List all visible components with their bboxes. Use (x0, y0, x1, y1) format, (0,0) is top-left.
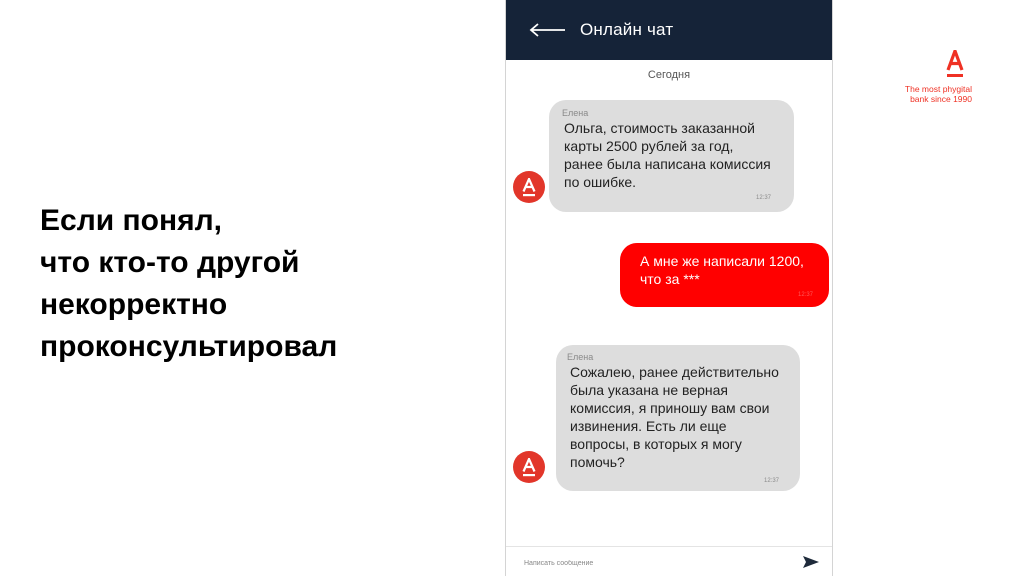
date-separator: Сегодня (647, 69, 691, 81)
message-bubble-incoming (549, 100, 794, 212)
tagline-line: The most phygital (904, 84, 972, 94)
chat-header (506, 0, 832, 60)
avatar (513, 451, 545, 483)
alfa-bank-logo-icon (946, 50, 964, 78)
message-line: А мне же написали 1200, (640, 253, 804, 269)
message-composer (506, 546, 832, 576)
heading-line: проконсультировал (40, 330, 338, 363)
alfa-bank-logo-icon (522, 178, 536, 197)
message-text (640, 252, 804, 288)
message-line: что за *** (640, 271, 700, 287)
message-text (570, 363, 779, 471)
message-text (564, 119, 771, 191)
message-line: помочь? (570, 454, 625, 470)
message-line: извинения. Есть ли еще (570, 418, 727, 434)
message-line: Ольга, стоимость заказанной (564, 120, 755, 136)
message-bubble-outgoing (620, 243, 829, 307)
heading-line: что кто-то другой (40, 246, 300, 279)
brand-block (862, 50, 972, 104)
send-icon (802, 555, 820, 569)
message-sender: Елена (567, 352, 594, 362)
message-input[interactable] (522, 553, 786, 573)
arrow-left-icon[interactable] (528, 22, 566, 38)
send-button[interactable] (802, 555, 820, 569)
message-sender: Елена (562, 108, 589, 118)
avatar (513, 171, 545, 203)
chat-window (505, 0, 833, 576)
message-line: вопросы, в которых я могу (570, 436, 742, 452)
message-time: 12:37 (798, 292, 814, 298)
message-line: была указана не верная (570, 382, 728, 398)
message-line: карты 2500 рублей за год, (564, 138, 734, 154)
message-time: 12:37 (764, 478, 780, 484)
brand-tagline (862, 84, 972, 104)
heading-line: Если понял, (40, 204, 222, 237)
message-line: по ошибке. (564, 174, 637, 190)
message-time: 12:37 (756, 195, 772, 201)
chat-title: Онлайн чат (580, 20, 674, 39)
tagline-line: bank since 1990 (910, 94, 972, 104)
message-line: комиссия, я приношу вам свои (570, 400, 770, 416)
message-bubble-incoming (556, 345, 800, 491)
slide-heading (40, 200, 480, 368)
alfa-bank-logo-icon (522, 458, 536, 477)
heading-line: некорректно (40, 288, 228, 321)
message-line: Сожалею, ранее действительно (570, 364, 779, 380)
message-line: ранее была написана комиссия (564, 156, 771, 172)
